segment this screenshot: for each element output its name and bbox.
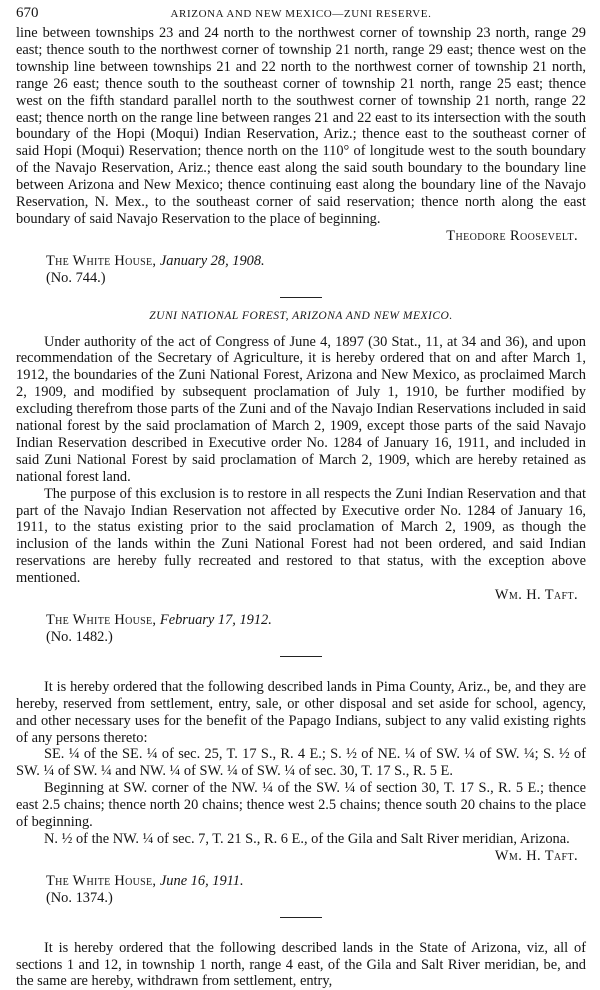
land-description: SE. ¼ of the SE. ¼ of sec. 25, T. 17 S., R. 4 E.; S. ½ of NE. ¼ of SW. ¼ of SW. ¼; S. ½ of SW. ¼ of SW. ¼ and NW. ¼ of SW. ¼ of SW. ¼ of sec. 30, T. 17 S., R. 5 E. (16, 746, 586, 780)
paragraph: Under authority of the act of Congress of June 4, 1897 (30 Stat., 11, at 34 and 36), and upon recommendation of the Secretary of Agriculture, it is hereby ordered that on and after March 1, 1912, the boundaries of the Zuni National Forest, Arizona and New Mexico, as proclaimed March 2, 1909, and modified by subsequent proclamation of July 1, 1910, be further modified by excluding therefrom those parts of the Zuni and of the Navajo Indian Reservations included in said national forest by the said proclamation of March 2, 1909, except those parts of the said Navajo Indian Reservation described in Executive order No. 1284 of January 16, 1911, and included in said Zuni National Forest by said proclamation of March 2, 1909, which are hereby retained as national forest land. (16, 333, 586, 485)
spacer (16, 667, 586, 679)
continued-paragraph: line between townships 23 and 24 north to the northwest corner of township 23 north, range 29 east; thence south to the northwest corner of township 21 north, range 29 east; thence west on the township line between townships 21 and 22 north to the northwest corner of township 21 north, range 26 east; thence south to the southeast corner of township 21 north, range 25 east; thence west on the fifth standard parallel north to the southwest corner of township 21 north, range 22 east; thence north on the range line between ranges 21 and 22 east to its intersection with the south boundary of the Hopi (Moqui) Indian Reservation, Ariz.; thence east to the southeast corner of said Hopi (Moqui) Reservation; thence north on the 110° of longitude west to the south boundary of the Navajo Reservation, Ariz.; thence east along the said south boundary to the boundary line between Arizona and New Mexico; thence continuing east along the boundary line of the Navajo Reservation, N. Mex., to the southeast corner of said reservation; thence north along the east boundary of said Navajo Reservation to the place of beginning. (16, 25, 586, 227)
place-name: The White House, (46, 872, 157, 889)
signature-taft: Wm. H. Taft. (494, 587, 578, 604)
date: February 17, 1912. (159, 612, 272, 628)
date: June 16, 1911. (159, 872, 244, 889)
running-head: ARIZONA AND NEW MEXICO—ZUNI RESERVE. (170, 8, 432, 20)
dateline-1908 (16, 253, 586, 270)
land-description: Beginning at SW. corner of the NW. ¼ of the SW. ¼ of section 30, T. 17 S., R. 5 E.; thence east 2.5 chains; thence north 20 chains; thence west 2.5 chains; thence south 20 chains to the place of beginning. (16, 780, 586, 831)
paragraph: It is hereby ordered that the following described lands in the State of Arizona, viz, all of sections 1 and 12, in township 1 north, range 4 east, of the Gila and Salt River meridian, be, and the same are hereby, withdrawn from settlement, entry, (16, 939, 586, 990)
section-divider (280, 656, 322, 657)
order-number: (No. 1374.) (46, 889, 113, 906)
land-description: N. ½ of the NW. ¼ of sec. 7, T. 21 S., R. 6 E., of the Gila and Salt River meridian, Arizona. (44, 830, 570, 847)
section-divider (280, 297, 322, 298)
date: January 28, 1908. (159, 252, 265, 269)
signature-roosevelt: Theodore Roosevelt. (446, 227, 578, 244)
order-number: (No. 744.) (46, 269, 106, 286)
page-number: 670 (16, 5, 39, 21)
dateline-1911 (16, 873, 586, 890)
section-divider (280, 917, 322, 918)
page-header (16, 3, 586, 25)
signature-taft: Wm. H. Taft. (494, 847, 578, 864)
paragraph: It is hereby ordered that the following described lands in Pima County, Ariz., be, and they are hereby, reserved from settlement, entry, sale, or other disposal and set aside for school, agency, and other necessary uses for the benefit of the Papago Indians, subject to any valid existing rights of any persons thereto: (16, 678, 586, 746)
place-name: The White House, (46, 252, 157, 269)
dateline-1912 (16, 612, 586, 629)
spacer (16, 928, 586, 940)
place-name: The White House, (46, 612, 157, 628)
document-page (0, 3, 600, 990)
order-number: (No. 1482.) (46, 628, 113, 645)
paragraph: The purpose of this exclusion is to restore in all respects the Zuni Indian Reservation and that part of the Navajo Indian Reservation not affected by Executive order No. 1284 of January 16, 1911, to the status existing prior to the said proclamation of March 2, 1909, as though the inclusion of the lands within the Zuni National Forest had not been ordered, and said Indian reservations are hereby fully recreated and restored to that status, with the exception above mentioned. (16, 485, 586, 587)
section-heading: ZUNI NATIONAL FOREST, ARIZONA AND NEW MEXICO. (149, 309, 453, 322)
